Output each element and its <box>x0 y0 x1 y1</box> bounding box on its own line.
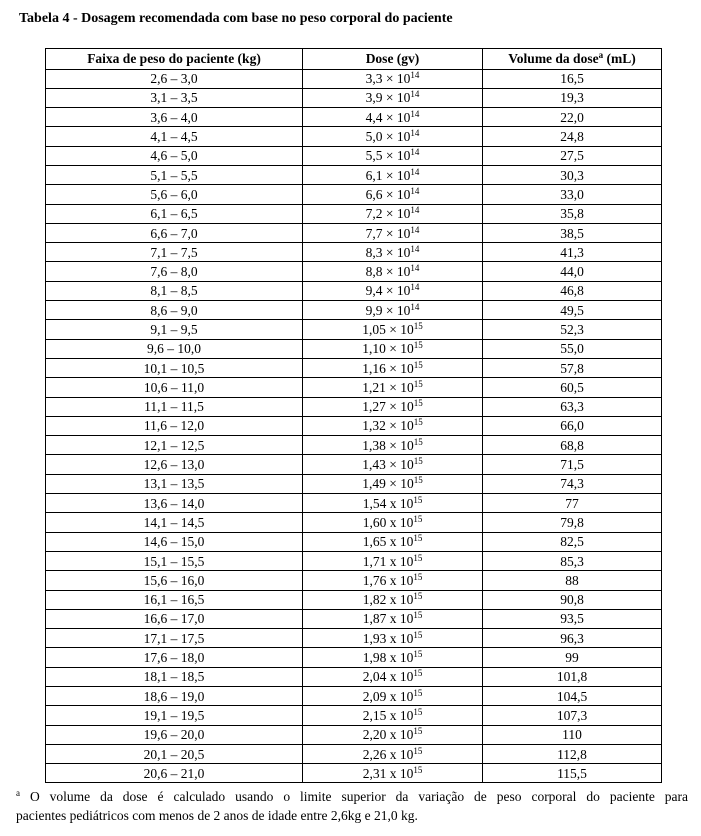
dose-exponent: 14 <box>410 89 420 100</box>
weight-range-cell: 20,6 – 21,0 <box>46 764 303 783</box>
dose-volume-cell: 66,0 <box>483 416 662 435</box>
table-title: Tabela 4 - Dosagem recomendada com base no peso corporal do paciente <box>19 11 453 26</box>
dose-volume-cell: 49,5 <box>483 301 662 320</box>
dose-volume-cell: 115,5 <box>483 764 662 783</box>
dose-exponent: 14 <box>410 70 420 81</box>
footnote-marker: a <box>598 50 604 61</box>
dose-cell <box>303 339 483 358</box>
table-row <box>46 320 662 339</box>
table-row <box>46 609 662 628</box>
dose-cell <box>303 243 483 262</box>
dose-volume-cell: 77 <box>483 494 662 513</box>
weight-range-cell: 15,1 – 15,5 <box>46 551 303 570</box>
dose-base: 1,65 x 10 <box>362 534 414 550</box>
table-row <box>46 629 662 648</box>
dose-cell <box>303 571 483 590</box>
dose-volume-cell: 112,8 <box>483 744 662 763</box>
dose-exponent: 15 <box>413 533 423 544</box>
table-row <box>46 744 662 763</box>
dose-cell <box>303 687 483 706</box>
dose-base: 2,20 x 10 <box>362 727 414 743</box>
dose-exponent: 15 <box>413 764 423 775</box>
table-row <box>46 69 662 88</box>
weight-range-cell: 12,1 – 12,5 <box>46 436 303 455</box>
dose-exponent: 15 <box>413 571 423 582</box>
weight-range-cell: 3,6 – 4,0 <box>46 108 303 127</box>
weight-range-cell: 2,6 – 3,0 <box>46 69 303 88</box>
dose-volume-cell: 85,3 <box>483 551 662 570</box>
weight-range-cell: 10,6 – 11,0 <box>46 378 303 397</box>
dose-base: 9,4 × 10 <box>365 283 411 299</box>
dose-cell <box>303 378 483 397</box>
weight-range-cell: 3,1 – 3,5 <box>46 88 303 107</box>
table-row <box>46 88 662 107</box>
table-row <box>46 108 662 127</box>
table-row <box>46 397 662 416</box>
dose-exponent: 15 <box>413 649 423 660</box>
dose-base: 1,87 x 10 <box>362 611 414 627</box>
weight-range-cell: 19,6 – 20,0 <box>46 725 303 744</box>
dose-exponent: 15 <box>413 610 423 621</box>
dose-cell <box>303 416 483 435</box>
dose-cell <box>303 223 483 242</box>
dose-base: 1,60 x 10 <box>362 514 414 530</box>
dose-base: 1,05 × 10 <box>362 322 414 337</box>
dose-volume-cell: 44,0 <box>483 262 662 281</box>
dose-base: 1,76 x 10 <box>362 572 414 588</box>
dose-exponent: 14 <box>410 224 420 235</box>
table-row <box>46 706 662 725</box>
dose-volume-cell: 30,3 <box>483 165 662 184</box>
dose-cell <box>303 494 483 513</box>
dose-exponent: 15 <box>413 359 423 370</box>
weight-range-cell: 8,6 – 9,0 <box>46 301 303 320</box>
table-row <box>46 204 662 223</box>
weight-range-cell: 16,1 – 16,5 <box>46 590 303 609</box>
dose-exponent: 14 <box>410 205 420 216</box>
dose-base: 1,27 × 10 <box>362 399 414 415</box>
dose-base: 1,10 × 10 <box>362 341 414 357</box>
table-row <box>46 474 662 493</box>
table-row <box>46 262 662 281</box>
dose-base: 1,43 × 10 <box>362 457 414 473</box>
dose-cell <box>303 532 483 551</box>
dose-cell <box>303 744 483 763</box>
dose-volume-cell: 60,5 <box>483 378 662 397</box>
dose-base: 3,9 × 10 <box>365 90 411 106</box>
table-row <box>46 764 662 783</box>
dose-base: 1,93 x 10 <box>362 630 414 646</box>
dose-base: 6,1 × 10 <box>365 167 411 183</box>
dose-exponent: 15 <box>413 668 423 679</box>
dose-exponent: 14 <box>410 166 420 177</box>
dose-cell <box>303 204 483 223</box>
dose-volume-cell: 110 <box>483 725 662 744</box>
dose-volume-cell: 52,3 <box>483 320 662 339</box>
dose-exponent: 14 <box>410 108 420 119</box>
table-row <box>46 532 662 551</box>
header-dose-volume <box>483 49 662 70</box>
dose-exponent: 15 <box>413 591 423 602</box>
weight-range-cell: 17,6 – 18,0 <box>46 648 303 667</box>
dose-cell <box>303 474 483 493</box>
dose-volume-cell: 63,3 <box>483 397 662 416</box>
dose-volume-cell: 19,3 <box>483 88 662 107</box>
weight-range-cell: 12,6 – 13,0 <box>46 455 303 474</box>
footnote-line-2: pacientes pediátricos com menos de 2 anos de idade entre 2,6kg e 21,0 kg. <box>16 808 418 823</box>
dose-volume-cell: 82,5 <box>483 532 662 551</box>
dose-base: 4,4 × 10 <box>365 109 411 125</box>
weight-range-cell: 6,1 – 6,5 <box>46 204 303 223</box>
weight-range-cell: 14,1 – 14,5 <box>46 513 303 532</box>
weight-range-cell: 19,1 – 19,5 <box>46 706 303 725</box>
dose-exponent: 14 <box>410 282 420 293</box>
table-row <box>46 243 662 262</box>
dose-volume-cell: 107,3 <box>483 706 662 725</box>
dose-exponent: 14 <box>410 243 420 254</box>
dose-base: 2,26 x 10 <box>362 746 414 762</box>
table-row <box>46 223 662 242</box>
dose-cell <box>303 648 483 667</box>
weight-range-cell: 8,1 – 8,5 <box>46 281 303 300</box>
table-row <box>46 339 662 358</box>
dose-volume-cell: 68,8 <box>483 436 662 455</box>
weight-range-cell: 5,6 – 6,0 <box>46 185 303 204</box>
dose-base: 1,71 x 10 <box>362 553 414 569</box>
dose-volume-cell: 101,8 <box>483 667 662 686</box>
dose-cell <box>303 609 483 628</box>
dose-cell <box>303 301 483 320</box>
weight-range-cell: 20,1 – 20,5 <box>46 744 303 763</box>
table-row <box>46 667 662 686</box>
dose-base: 7,2 × 10 <box>365 206 411 222</box>
header-volume-label: Volume da dose <box>508 51 599 67</box>
weight-range-cell: 11,6 – 12,0 <box>46 416 303 435</box>
dose-volume-cell: 35,8 <box>483 204 662 223</box>
dose-base: 2,04 x 10 <box>362 669 414 685</box>
dose-cell <box>303 146 483 165</box>
dose-base: 8,3 × 10 <box>365 244 411 260</box>
dose-cell <box>303 108 483 127</box>
dose-volume-cell: 22,0 <box>483 108 662 127</box>
weight-range-cell: 7,6 – 8,0 <box>46 262 303 281</box>
dose-base: 3,3 × 10 <box>365 71 411 87</box>
dose-base: 1,16 × 10 <box>362 360 414 376</box>
dose-exponent: 15 <box>413 726 423 737</box>
dose-exponent: 15 <box>413 706 423 717</box>
dose-cell <box>303 281 483 300</box>
dose-cell <box>303 725 483 744</box>
dose-exponent: 15 <box>413 398 423 409</box>
dose-volume-cell: 38,5 <box>483 223 662 242</box>
dose-cell <box>303 262 483 281</box>
dose-cell <box>303 358 483 377</box>
table-row <box>46 127 662 146</box>
dose-volume-cell: 71,5 <box>483 455 662 474</box>
dose-cell <box>303 667 483 686</box>
table-header-row <box>46 49 662 70</box>
weight-range-cell: 15,6 – 16,0 <box>46 571 303 590</box>
dose-exponent: 15 <box>413 494 423 505</box>
dose-exponent: 15 <box>413 513 423 524</box>
dose-base: 2,31 x 10 <box>362 765 414 781</box>
dose-base: 1,49 × 10 <box>362 476 414 492</box>
dosage-table <box>45 48 662 783</box>
dose-base: 1,82 x 10 <box>362 592 414 608</box>
table-row <box>46 301 662 320</box>
dose-base: 1,98 x 10 <box>362 650 414 666</box>
dose-volume-cell: 46,8 <box>483 281 662 300</box>
header-weight-range: Faixa de peso do paciente (kg) <box>46 49 303 70</box>
dose-volume-cell: 16,5 <box>483 69 662 88</box>
dose-exponent: 15 <box>413 552 423 563</box>
dose-exponent: 15 <box>413 321 423 331</box>
table-row <box>46 687 662 706</box>
dose-cell <box>303 455 483 474</box>
dose-cell <box>303 397 483 416</box>
table-row <box>46 551 662 570</box>
dose-base: 5,0 × 10 <box>365 129 411 145</box>
dose-exponent: 14 <box>410 128 420 139</box>
dose-base: 8,8 × 10 <box>365 264 411 280</box>
dose-exponent: 15 <box>413 745 423 756</box>
dose-base: 1,21 × 10 <box>362 379 414 395</box>
dose-base: 1,32 × 10 <box>362 418 414 434</box>
dose-volume-cell: 90,8 <box>483 590 662 609</box>
dose-cell <box>303 513 483 532</box>
weight-range-cell: 9,6 – 10,0 <box>46 339 303 358</box>
dose-exponent: 15 <box>413 629 423 640</box>
table-row <box>46 146 662 165</box>
footnote-mark: a <box>16 788 20 798</box>
dose-volume-cell: 79,8 <box>483 513 662 532</box>
dose-base: 1,54 x 10 <box>362 495 414 511</box>
dose-volume-cell: 41,3 <box>483 243 662 262</box>
dose-cell <box>303 436 483 455</box>
dose-exponent: 14 <box>410 147 420 158</box>
dose-volume-cell: 99 <box>483 648 662 667</box>
header-dose: Dose (gv) <box>303 49 483 70</box>
table-row <box>46 436 662 455</box>
table-row <box>46 725 662 744</box>
dose-volume-cell: 104,5 <box>483 687 662 706</box>
weight-range-cell: 9,1 – 9,5 <box>46 320 303 339</box>
dose-exponent: 15 <box>413 378 423 389</box>
dose-exponent: 15 <box>413 687 423 698</box>
dose-cell <box>303 127 483 146</box>
dose-cell <box>303 88 483 107</box>
dose-cell <box>303 551 483 570</box>
table-row <box>46 281 662 300</box>
weight-range-cell: 10,1 – 10,5 <box>46 358 303 377</box>
dose-exponent: 14 <box>410 301 420 312</box>
table-row <box>46 648 662 667</box>
weight-range-cell: 7,1 – 7,5 <box>46 243 303 262</box>
table-row <box>46 590 662 609</box>
dose-base: 6,6 × 10 <box>365 186 411 202</box>
table-row <box>46 185 662 204</box>
table-row <box>46 513 662 532</box>
weight-range-cell: 14,6 – 15,0 <box>46 532 303 551</box>
footnote <box>16 787 688 825</box>
dose-base: 2,15 x 10 <box>362 707 414 723</box>
table-row <box>46 378 662 397</box>
dose-base: 7,7 × 10 <box>365 225 411 241</box>
weight-range-cell: 11,1 – 11,5 <box>46 397 303 416</box>
table-row <box>46 358 662 377</box>
table-body <box>46 69 662 783</box>
weight-range-cell: 18,1 – 18,5 <box>46 667 303 686</box>
dose-volume-cell: 33,0 <box>483 185 662 204</box>
weight-range-cell: 16,6 – 17,0 <box>46 609 303 628</box>
dose-cell <box>303 185 483 204</box>
dose-volume-cell: 74,3 <box>483 474 662 493</box>
weight-range-cell: 5,1 – 5,5 <box>46 165 303 184</box>
dose-exponent: 15 <box>413 456 423 467</box>
dose-cell <box>303 165 483 184</box>
weight-range-cell: 6,6 – 7,0 <box>46 223 303 242</box>
footnote-line-1 <box>16 787 688 806</box>
weight-range-cell: 13,1 – 13,5 <box>46 474 303 493</box>
dose-exponent: 15 <box>413 436 423 447</box>
dose-base: 1,38 × 10 <box>362 437 414 453</box>
dose-base: 9,9 × 10 <box>365 302 411 318</box>
weight-range-cell: 13,6 – 14,0 <box>46 494 303 513</box>
weight-range-cell: 18,6 – 19,0 <box>46 687 303 706</box>
dose-cell <box>303 706 483 725</box>
dose-exponent: 15 <box>413 475 423 486</box>
dose-cell <box>303 629 483 648</box>
dose-cell <box>303 69 483 88</box>
dose-volume-cell: 96,3 <box>483 629 662 648</box>
dose-exponent: 15 <box>413 417 423 428</box>
footnote-text-1: O volume da dose é calculado usando o limite superior da variação de peso corporal do paciente para <box>20 789 688 804</box>
dose-cell <box>303 590 483 609</box>
table-row <box>46 494 662 513</box>
dose-volume-cell: 55,0 <box>483 339 662 358</box>
table-row <box>46 416 662 435</box>
table-row <box>46 165 662 184</box>
dose-volume-cell: 27,5 <box>483 146 662 165</box>
dose-exponent: 14 <box>410 263 420 274</box>
dose-volume-cell: 88 <box>483 571 662 590</box>
dose-cell <box>303 764 483 783</box>
header-volume-unit: (mL) <box>603 51 636 67</box>
table-row <box>46 571 662 590</box>
dose-base: 5,5 × 10 <box>365 148 411 164</box>
dose-volume-cell: 57,8 <box>483 358 662 377</box>
dose-volume-cell: 24,8 <box>483 127 662 146</box>
weight-range-cell: 4,6 – 5,0 <box>46 146 303 165</box>
table-row <box>46 455 662 474</box>
weight-range-cell: 17,1 – 17,5 <box>46 629 303 648</box>
dose-exponent: 14 <box>410 185 420 196</box>
dose-volume-cell: 93,5 <box>483 609 662 628</box>
dose-exponent: 15 <box>413 340 423 351</box>
dose-base: 2,09 x 10 <box>362 688 414 704</box>
dose-cell <box>303 320 483 339</box>
weight-range-cell: 4,1 – 4,5 <box>46 127 303 146</box>
